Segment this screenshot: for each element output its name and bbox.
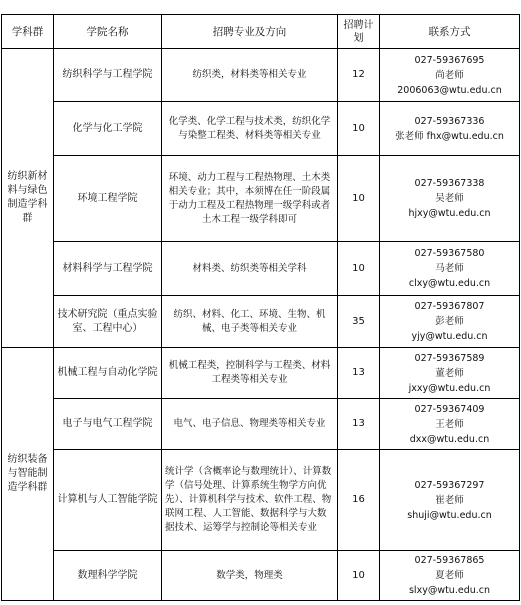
plan-count: 10	[338, 102, 380, 156]
plan-count: 10	[338, 156, 380, 242]
contact-person: 尚老师	[435, 69, 464, 81]
contact-person: 吴老师	[435, 193, 464, 204]
contact-email[interactable]: hjxy@wtu.edu.cn	[408, 208, 491, 219]
contact-cell	[380, 102, 520, 156]
contact-email[interactable]: fhx@wtu.edu.cn	[426, 130, 504, 142]
contact-person: 彭老师	[435, 316, 464, 327]
major-text: 纺织、材料、化工、环境、生物、机械、电子类等相关专业	[162, 296, 338, 348]
table-row	[2, 296, 520, 348]
recruitment-table	[1, 14, 520, 601]
major-text: 统计学（含概率论与数理统计）、计算数学（信号处理、计算系统生物学方向优先）、计算机科学与技术、软件工程、物联网工程、人工智能、数据科学与大数据技术、运筹学与控制论等相关专业	[162, 450, 338, 551]
contact-cell	[380, 450, 520, 551]
contact-email[interactable]: jxxy@wtu.edu.cn	[408, 382, 491, 394]
contact-email[interactable]: 2006063@wtu.edu.cn	[397, 84, 502, 96]
contact-phone: 027-59367409	[414, 403, 485, 415]
school-name: 电子与电气工程学院	[54, 399, 162, 450]
major-text: 环境、动力工程与工程热物理、土木类相关专业；其中，本须博在任一阶段属于动力工程及工程热物理一级学科或者土木工程一级学科即可	[162, 156, 338, 242]
contact-cell	[380, 348, 520, 399]
table-row	[2, 242, 520, 296]
plan-count: 13	[338, 399, 380, 450]
contact-cell	[380, 296, 520, 348]
contact-email[interactable]: slxy@wtu.edu.cn	[408, 585, 491, 596]
table-row	[2, 156, 520, 242]
major-text: 电气、电子信息、物理类等相关专业	[162, 399, 338, 450]
contact-phone: 027-59367865	[414, 555, 485, 566]
table-row	[2, 450, 520, 551]
plan-count: 16	[338, 450, 380, 551]
header-major: 招聘专业及方向	[162, 15, 338, 49]
contact-phone: 027-59367336	[414, 115, 485, 127]
plan-count: 12	[338, 49, 380, 102]
major-text: 机械工程类，控制科学与工程类、材料工程类等相关专业	[162, 348, 338, 399]
header-school: 学院名称	[54, 15, 162, 49]
contact-email[interactable]: yjy@wtu.edu.cn	[411, 331, 488, 342]
table-row	[2, 551, 520, 601]
contact-email[interactable]: dxx@wtu.edu.cn	[409, 433, 490, 445]
major-text: 化学类、化学工程与技术类，纺织化学与染整工程类、材料类等相关专业	[162, 102, 338, 156]
school-name: 纺织科学与工程学院	[54, 49, 162, 102]
contact-person: 马老师	[435, 263, 464, 274]
school-name: 计算机与人工智能学院	[54, 450, 162, 551]
contact-cell	[380, 551, 520, 601]
major-text: 数学类，物理类	[162, 551, 338, 601]
contact-phone: 027-59367589	[414, 352, 485, 364]
contact-person: 董老师	[435, 367, 464, 379]
group-name: 纺织装备与智能制造学科群	[2, 348, 54, 601]
contact-cell	[380, 49, 520, 102]
contact-phone: 027-59367695	[414, 54, 485, 66]
contact-person: 王老师	[435, 418, 464, 430]
contact-person: 夏老师	[435, 570, 464, 581]
header-contact: 联系方式	[380, 15, 520, 49]
contact-phone: 027-59367807	[414, 301, 485, 312]
contact-person: 崔老师	[435, 494, 464, 506]
plan-count: 10	[338, 551, 380, 601]
plan-count: 13	[338, 348, 380, 399]
table-row	[2, 102, 520, 156]
school-name: 化学与化工学院	[54, 102, 162, 156]
major-text: 材料类、纺织类等相关学科	[162, 242, 338, 296]
major-text: 纺织类，材料类等相关专业	[162, 49, 338, 102]
contact-email[interactable]: clxy@wtu.edu.cn	[408, 278, 491, 289]
header-group: 学科群	[2, 15, 54, 49]
contact-cell	[380, 156, 520, 242]
school-name: 数理科学学院	[54, 551, 162, 601]
school-name: 技术研究院（重点实验室、工程中心）	[54, 296, 162, 348]
group-name: 纺织新材料与绿色制造学科群	[2, 49, 54, 348]
school-name: 机械工程与自动化学院	[54, 348, 162, 399]
contact-cell	[380, 242, 520, 296]
plan-count: 10	[338, 242, 380, 296]
contact-email[interactable]: shuji@wtu.edu.cn	[407, 509, 492, 521]
contact-phone: 027-59367338	[414, 178, 485, 189]
school-name: 材料科学与工程学院	[54, 242, 162, 296]
header-plan: 招聘计划	[338, 15, 380, 49]
table-row	[2, 49, 520, 102]
header-row	[2, 15, 520, 49]
contact-cell	[380, 399, 520, 450]
plan-count: 35	[338, 296, 380, 348]
contact-phone: 027-59367297	[414, 479, 485, 491]
table-row	[2, 348, 520, 399]
contact-phone: 027-59367580	[414, 248, 485, 259]
school-name: 环境工程学院	[54, 156, 162, 242]
contact-person: 张老师	[395, 130, 424, 142]
table-row	[2, 399, 520, 450]
